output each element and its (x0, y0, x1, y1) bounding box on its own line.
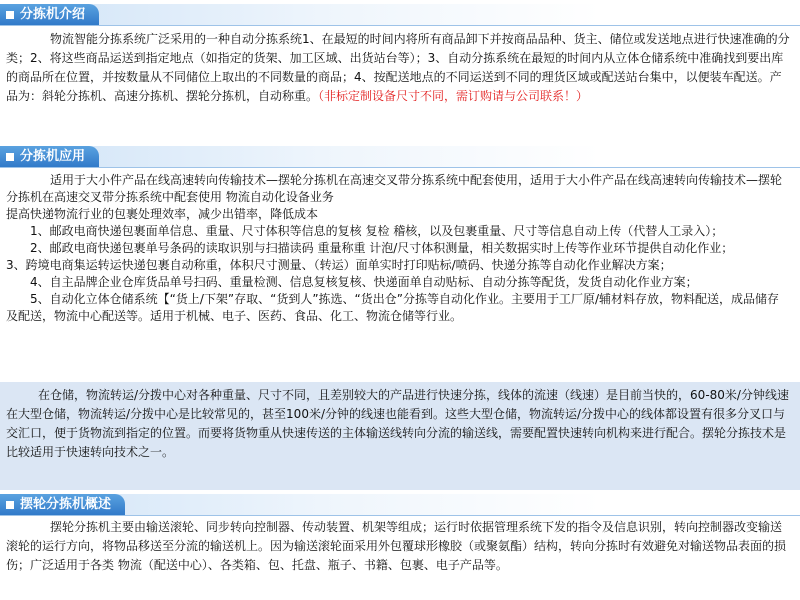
shaded-paragraph: 在仓储，物流转运/分拨中心对各种重量、尺寸不同，且差别较大的产品进行快速分拣，线体的流速（线速）是目前当快的，60-80米/分钟线速在大型仓储，物流转运/分拨中心是比较常见的，甚至100米/分钟的线速也能看到。这些大型仓储，物流转运/分拨中心的线体都设置有很多分叉口与交汇口，便于货物流到指定的位置。而要将货物重从快速传送的主体输送线转向分流的输送线，需要配置快速转向机构来进行配合。摆轮分拣技术是比较适用于快速转向技术之一。 (6, 388, 789, 459)
overview-paragraph: 摆轮分拣机主要由输送滚轮、同步转向控制器、传动装置、机架等组成；运行时依据管理系统下发的指令及信息识别，转向控制器改变输送滚轮的运行方向，将物品移送至分流的输送机上。因为输送滚轮面采用外包覆球形橡胶（或聚氨酯）结构，转向分拣时有效避免对输送物品表面的损伤；广泛适用于各类 物流（配送中心）、各类箱、包、托盘、瓶子、书籍、包裹、电子产品等。 (6, 520, 787, 572)
divider (0, 515, 800, 516)
application-line: 提高快递物流行业的包裹处理效率，减少出错率，降低成本 (6, 207, 319, 221)
application-line: 4、自主品牌企业仓库货品单号扫码、重量检测、信息复核复核、快递面单自动贴标、自动分拣等配货，发货自动化作业方案； (30, 275, 698, 289)
application-line: 1、邮政电商快递包裹面单信息、重量、尺寸体积等信息的复核 复检 稽核，以及包裹重量、尺寸等信息自动上传（代替人工录入）； (30, 224, 724, 238)
square-bullet-icon (6, 501, 14, 509)
square-bullet-icon (6, 11, 14, 19)
application-line: 3、跨境电商集运转运快递包裹自动称重，体积尺寸测量、（转运）面单实时打印贴标/喷码、快递分拣等自动化作业解决方案； (6, 258, 672, 272)
section-tab-intro (0, 4, 99, 26)
application-line: 2、邮政电商快递包裹单号条码的读取识别与扫描读码 重量称重 计泡/尺寸体积测量，相关数据实时上传等作业环节提供自动化作业； (30, 241, 734, 255)
section-title: 摆轮分拣机概述 (20, 497, 112, 512)
application-line: 适用于大小件产品在线高速转向传输技术—摆轮分拣机在高速交叉带分拣系统中配套使用，适用于大小件产品在线高速转向传输技术—摆轮分拣机在高速交叉带分拣系统中配套使用 物流自动化设备业务 (6, 173, 783, 204)
divider (0, 167, 800, 168)
section-tab-application (0, 146, 99, 168)
intro-body: 物流智能分拣系统广泛采用的一种自动分拣系统1、在最短的时间内将所有商品卸下并按商品品种、货主、储位或发送地点进行快速准确的分类；2、将这些商品运送到指定地点（如指定的货架、加工区域、出货站台等）；3、自动分拣系统在最短的时间内从立体仓储系统中准确找到要出库的商品所在位置，并按数量从不同储位上取出的不同数量的商品；4、按配送地点的不同运送到不同的理货区域或配送站台集中，以便装车配送。产品为：斜轮分拣机、高速分拣机、摆轮分拣机，自动称重。 (6, 32, 790, 103)
section-header-intro (0, 4, 800, 26)
divider (0, 25, 800, 26)
square-bullet-icon (6, 153, 14, 161)
section-title: 分拣机介绍 (20, 7, 86, 22)
section-header-overview (0, 494, 800, 516)
section-header-application (0, 146, 800, 168)
intro-paragraph (6, 30, 790, 106)
section-title: 分拣机应用 (20, 149, 86, 164)
application-line: 5、自动化立体仓储系统【“货上/下架”存取、“货到人”拣选、“货出仓”分拣等自动化作业。主要用于工厂原/辅材料存放，物料配送，成品储存及配送，物流中心配送等。适用于机械、电子、医药、食品、化工、物流仓储等行业。 (6, 292, 780, 323)
shaded-block (0, 382, 800, 490)
section-tab-overview (0, 494, 125, 516)
custom-order-note: （非标定制设备尺寸不同，需订购请与公司联系！） (318, 89, 589, 103)
application-list (6, 172, 790, 325)
